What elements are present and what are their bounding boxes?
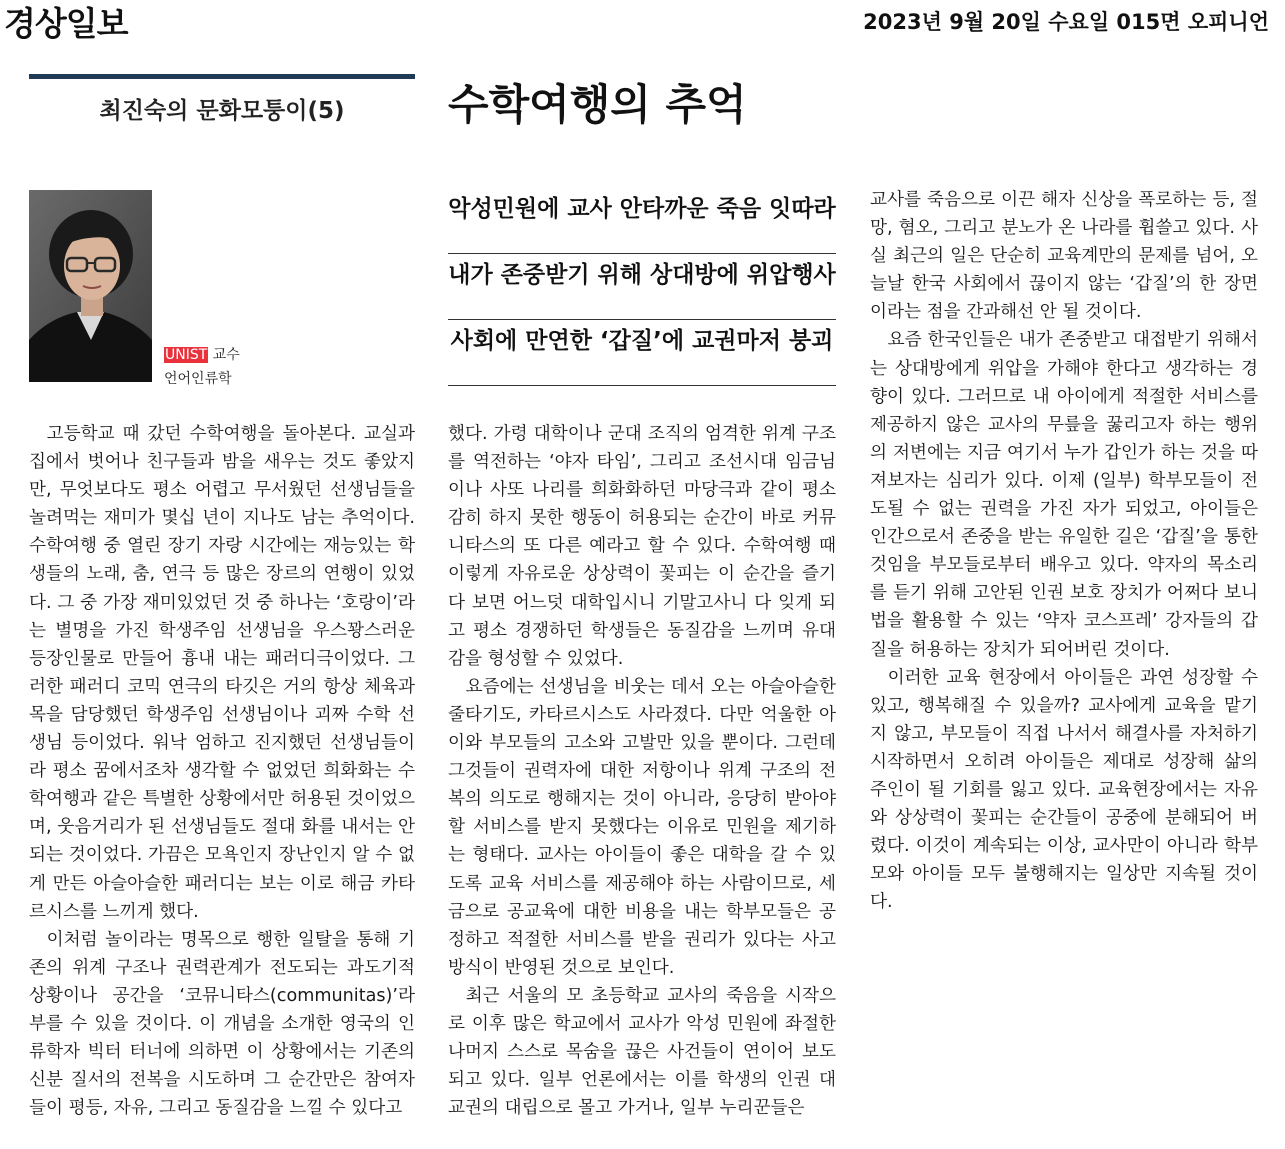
- article-column-2: 했다. 가령 대학이나 군대 조직의 엄격한 위계 구조를 역전하는 ‘야자 타임’, 그리고 조선시대 임금님이나 사또 나리를 희화화하던 마당극과 같이 평소 감히 하지 못한 행동이 허용되는 순간이 바로 커뮤니타스의 또 다른 예라고 할 수 있다. 수학여행 때 이렇게 자유로운 상상력이 꽃피는 이 순간을 즐기다 보면 어느덧 대학입시니 기말고사니 다 잊게 되고 평소 경쟁하던 학생들은 동질감을 느끼며 유대감을 형성할 수 있었다. 요즘에는 선생님을 비웃는 데서 오는 아슬아슬한 줄타기도, 카타르시스도 사라졌다. 다만 억울한 아이와 부모들의 고소와 고발만 있을 뿐이다. 그런데 그것들이 권력자에 대한 저항이나 위계 구조의 전복의 의도로 행해지는 것이 아니라, 응당히 받아야 할 서비스를 받지 못했다는 이유로 민원을 제기하는 형태다. 교사는 아이들이 좋은 대학을 갈 수 있도록 교육 서비스를 제공해야 하는 사람이므로, 세금으로 공교육에 대한 비용을 내는 학부모들은 공정하고 적절한 서비스를 받을 권리가 있다는 사고방식이 반영된 것으로 보인다. 최근 서울의 모 초등학교 교사의 죽음을 시작으로 이후 많은 학교에서 교사가 악성 민원에 좌절한 나머지 스스로 목숨을 끊은 사건들이 연이어 보도되고 있다. 일부 언론에서는 이를 학생의 인권 대 교권의 대립으로 몰고 가거나, 일부 누리꾼들은: [448, 424, 836, 1119]
- dateline: 2023년 9월 20일 수요일 015면 오피니언: [863, 10, 1269, 34]
- author-field: 언어인류학: [164, 371, 232, 387]
- author-photo: [29, 190, 152, 382]
- article-column-1: 고등학교 때 갔던 수학여행을 돌아본다. 교실과 집에서 벗어나 친구들과 밤을 새우는 것도 좋았지만, 무엇보다도 평소 어렵고 무서웠던 선생님들을 놀려먹는 재미가 몇십 년이 지나도 남는 추억이다. 수학여행 중 열린 장기 자랑 시간에는 재능있는 학생들의 노래, 춤, 연극 등 많은 장르의 연행이 있었다. 그 중 가장 재미있었던 것 중 하나는 ‘호랑이’라는 별명을 가진 학생주임 선생님을 우스꽝스러운 등장인물로 만들어 흉내 내는 패러디극이었다. 그러한 패러디 코믹 연극의 타깃은 거의 항상 체육과목을 담당했던 학생주임 선생님이나 괴짜 수학 선생님 등이었다. 워낙 엄하고 진지했던 선생님들이라 평소 꿈에서조차 생각할 수 없었던 희화화는 수학여행과 같은 특별한 상황에서만 허용된 것이었으며, 웃음거리가 된 선생님들도 절대 화를 내서는 안 되는 것이었다. 가끔은 모욕인지 장난인지 알 수 없게 만든 아슬아슬한 패러디는 보는 이로 해금 카타르시스를 느끼게 했다. 이처럼 놀이라는 명목으로 행한 일탈을 통해 기존의 위계 구조나 권력관계가 전도되는 과도기적 상황이나 공간을 ‘코뮤니타스(communitas)’라 부를 수 있을 것이다. 이 개념을 소개한 영국의 인류학자 빅터 터너에 의하면 이 상황에서는 기존의 신분 질서의 전복을 시도하며 그 순간만은 참여자들이 평등, 자유, 그리고 동질감을 느낄 수 있다고: [29, 424, 415, 1119]
- subhead: 사회에 만연한 ‘갑질’에 교권마저 붕괴: [448, 320, 836, 386]
- column-rule: [29, 74, 415, 79]
- article-column-3: 교사를 죽음으로 이끈 해자 신상을 폭로하는 등, 절망, 혐오, 그리고 분노가 온 나라를 휩쓸고 있다. 사실 최근의 일은 단순히 교육계만의 문제를 넘어, 오늘날 한국 사회에서 끊이지 않는 ‘갑질’의 한 장면이라는 점을 간과해선 안 될 것이다. 요즘 한국인들은 내가 존중받고 대접받기 위해서는 상대방에게 위압을 가해야 한다고 생각하는 경향이 있다. 그러므로 내 아이에게 적절한 서비스를 제공하지 않은 교사의 무릎을 꿇리고자 하는 행위의 저변에는 지금 여기서 누가 갑인가 하는 것을 따져보자는 심리가 있다. 이제 (일부) 학부모들이 전도될 수 없는 권력을 가진 자가 되었고, 아이들은 인간으로서 존중을 받는 유일한 길은 ‘갑질’을 통한 것임을 부모들로부터 배우고 있다. 약자의 목소리를 듣기 위해 고안된 인권 보호 장치가 어쩌다 보니 법을 활용할 수 있는 ‘약자 코스프레’ 강자들의 갑질을 허용하는 장치가 되어버린 것이다. 이러한 교육 현장에서 아이들은 과연 성장할 수 있고, 행복해질 수 있을까? 교사에게 교육을 맡기지 않고, 부모들이 직접 나서서 해결사를 자처하기 시작하면서 오히려 아이들은 제대로 성장해 삶의 주인이 될 기회를 잃고 있다. 교육현장에서는 자유와 상상력이 꽃피는 순간들이 공중에 분해되어 버렸다. 이것이 계속되는 이상, 교사만이 아니라 학부모와 아이들 모두 불행해지는 일상만 지속될 것이다.: [870, 190, 1258, 913]
- subhead: 악성민원에 교사 안타까운 죽음 잇따라: [448, 188, 836, 254]
- subhead: 내가 존중받기 위해 상대방에 위압행사: [448, 254, 836, 320]
- affiliation-title: 교수: [208, 347, 240, 363]
- subheadings: [448, 188, 836, 386]
- affiliation-org: UNIST: [165, 347, 208, 363]
- article-headline: 수학여행의 추억: [448, 80, 747, 129]
- column-name: 최진숙의 문화모퉁이(5): [99, 98, 345, 124]
- author-affiliation: [164, 344, 240, 364]
- author-portrait-icon: [29, 190, 152, 382]
- newspaper-masthead: 경상일보: [4, 4, 128, 43]
